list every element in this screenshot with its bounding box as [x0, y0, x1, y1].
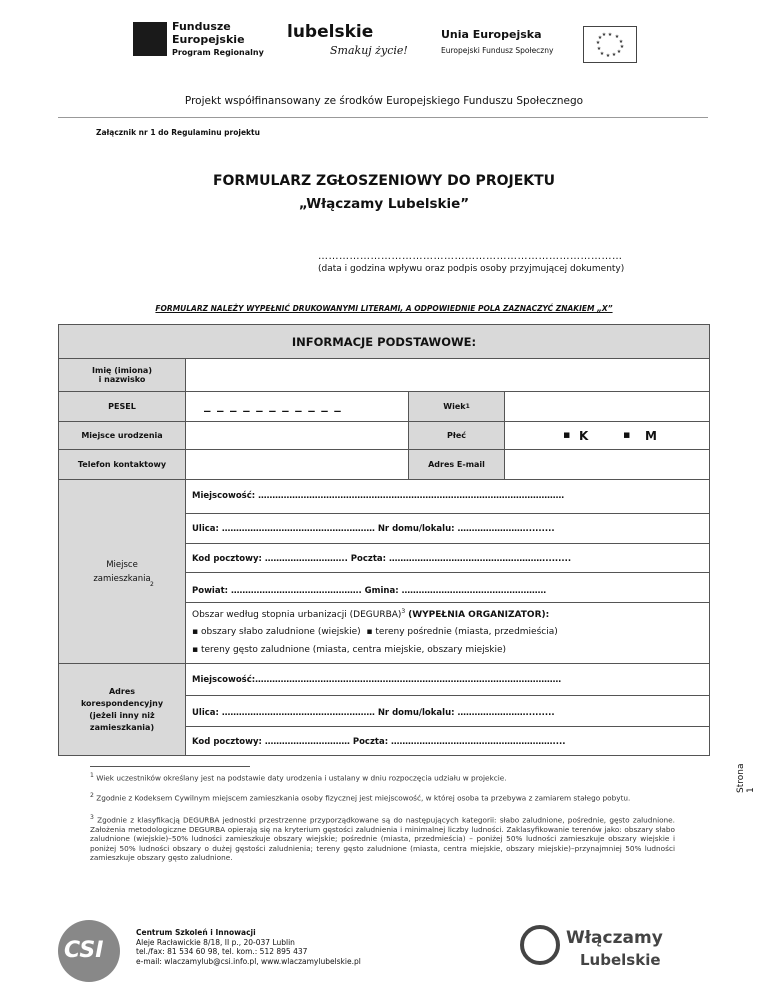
header-divider	[58, 117, 708, 118]
residence-label: Miejsce zamieszkania	[93, 559, 151, 584]
footnote-1-text: Wiek uczestników określany jest na podstawie daty urodzenia i ustalany w dniu rozpoczęcia udziału w projekcie.	[96, 773, 507, 783]
footnote-2: $^2$ Zgodnie z Kodeksem Cywilnym miejscem zamieszkania osoby fizycznej jest miejscowość, w której osoba ta przebywa z zamiarem stałego pobytu.	[90, 792, 631, 803]
footnote-1: $^1$ Wiek uczestników określany jest na podstawie daty urodzenia i ustalany w dniu rozpoczęcia udziału w projekcie.	[90, 772, 507, 783]
corr-postal-field: Kod pocztowy: ………………………… Poczta: …………………………………………………....	[192, 737, 566, 747]
csi-logo-text: CSI	[64, 938, 104, 963]
age-label-cell	[408, 391, 505, 422]
svg-text:★: ★	[605, 53, 611, 59]
sex-k-label: K	[579, 429, 589, 443]
urban-opts-line2	[192, 645, 506, 655]
corr-city-field: Miejscowość:………………………………………………………………………………………………	[192, 675, 562, 685]
footnote-divider	[90, 766, 250, 767]
sex-m-checkbox[interactable]: ▪	[623, 428, 631, 441]
corr-street-row[interactable]	[185, 695, 710, 727]
footer-phone: tel./fax: 81 534 60 98, tel. kom.: 512 895 437	[136, 947, 308, 956]
svg-text:★: ★	[601, 32, 607, 38]
fundusze-europejskie-logo	[133, 22, 167, 56]
wlaczamy-logo-line1: Włączamy	[566, 928, 663, 948]
urban-opt2: tereny pośrednie (miasta, przedmieścia)	[375, 627, 558, 637]
eu-fund-label: Europejski Fundusz Społeczny	[441, 46, 554, 55]
age-label: Wiek	[443, 402, 466, 411]
phone-label: Telefon kontaktowy	[58, 449, 186, 480]
res-county-row[interactable]	[185, 572, 710, 603]
res-postal-row[interactable]	[185, 543, 710, 573]
fe-line2: Europejskie	[172, 33, 245, 46]
svg-text:★: ★	[619, 44, 625, 50]
res-county-field: Powiat: ………………………………………. Gmina: ……………………………………………	[192, 586, 547, 596]
res-postal-field: Kod pocztowy: ……………………….. Poczta: ……………………………………………….........	[192, 554, 572, 564]
project-name: „Włączamy Lubelskie”	[298, 196, 470, 212]
svg-text:★: ★	[596, 46, 602, 52]
signature-caption: (data i godzina wpływu oraz podpis osoby przyjmującej dokumenty)	[318, 264, 625, 274]
email-label: Adres E-mail	[408, 449, 505, 480]
footer-email: e-mail: wlaczamylub@csi.info.pl, www.wlaczamylubelskie.pl	[136, 956, 361, 966]
section-title: INFORMACJE PODSTAWOWE:	[291, 334, 477, 349]
urban-title: Obszar według stopnia urbanizacji (DEGURBA)	[192, 610, 402, 620]
urban-opt1-checkbox[interactable]: ▪	[192, 627, 201, 637]
sex-label: Płeć	[408, 421, 505, 450]
res-street-field: Ulica: ……………………………………………… Nr domu/lokalu: …………………….........	[192, 524, 555, 534]
urban-opt3-checkbox[interactable]: ▪	[192, 645, 201, 655]
residence-footnote-ref: 2	[150, 581, 154, 588]
res-city-field: Miejscowość: ………………………………………………………………………………………………	[192, 491, 565, 501]
footer-org: Centrum Szkoleń i Innowacji	[136, 928, 256, 937]
eu-label: Unia Europejska	[441, 28, 542, 41]
urban-note: (WYPEŁNIA ORGANIZATOR):	[408, 610, 550, 620]
name-label: Imię (imiona) i nazwisko	[58, 358, 186, 392]
urban-opt3: tereny gęsto zaludnione (miasta, centra miejskie, obszary miejskie)	[200, 645, 507, 655]
svg-text:★: ★	[618, 39, 624, 45]
age-input[interactable]	[504, 391, 710, 422]
fe-line3: Program Regionalny	[172, 48, 264, 57]
svg-text:★: ★	[595, 40, 601, 46]
cofinancing-note: Projekt współfinansowany ze środków Europejskiego Funduszu Społecznego	[184, 95, 584, 107]
birthplace-input[interactable]	[185, 421, 409, 450]
form-title: FORMULARZ ZGŁOSZENIOWY DO PROJEKTU	[212, 173, 556, 189]
age-footnote-ref: 1	[465, 403, 470, 410]
svg-text:★: ★	[611, 52, 617, 58]
wlaczamy-logo-line2: Lubelskie	[580, 951, 661, 969]
urban-title-line	[192, 608, 549, 620]
footnote-3: $^3$ Zgodnie z klasyfikacją DEGURBA jednostki przestrzenne przyporządkowane są do następujących kategorii: słabo zaludnione, pośrednie, gęsto zaludnione. Założenia metodologiczne DEGURBA opierają się na kryterium gęstości zaludnienia i minimalnej liczby ludności. Zaklasyfikowanie terenów jako: obszary słabo zaludnione (wiejskie)–50% ludności zamieszkuje obszary wiejskie; pośrednie (miasta, przedmieścia) – poniżej 50% ludności zamieszkuje obszary wiejskie i poniżej 50% ludności obszary o dużej gęstości zaludnienia; tereny gęsto zaludnione (miasta, centra miejskie, obszary miejskie)–przynajmniej 50% ludności zamieszkuje obszary gęsto zaludnione.	[90, 814, 675, 863]
svg-text:★: ★	[599, 51, 605, 57]
corr-street-field: Ulica: ……………………………………………… Nr domu/lokalu: …………………….........	[192, 708, 555, 718]
sex-m-label: M	[645, 429, 657, 443]
section-header	[58, 324, 710, 359]
fe-line1: Fundusze	[172, 20, 231, 33]
residence-label-cell	[58, 479, 186, 664]
eu-flag-icon	[583, 26, 637, 63]
lubelskie-slogan: Smakuj życie!	[330, 44, 408, 57]
lubelskie-logo: lubelskie	[287, 22, 374, 42]
page-number: Strona 1	[736, 763, 756, 793]
birthplace-label: Miejsce urodzenia	[58, 421, 186, 450]
pesel-dashes: _ _ _ _ _ _ _ _ _ _ _	[204, 398, 342, 413]
svg-text:★: ★	[616, 49, 622, 55]
svg-text:★: ★	[607, 32, 613, 38]
corr-city-row[interactable]	[185, 663, 710, 696]
urban-opt1: obszary słabo zaludnione (wiejskie)	[200, 627, 361, 637]
svg-text:★: ★	[614, 34, 620, 40]
urbanization-row	[185, 602, 710, 664]
signature-dots: ……………………………………………………………………………	[318, 251, 623, 262]
urban-footnote-ref: 3	[401, 608, 406, 615]
sex-k-checkbox[interactable]: ▪	[563, 428, 571, 441]
pesel-input[interactable]	[185, 391, 409, 422]
urban-opt2-checkbox[interactable]: ▪	[366, 627, 376, 637]
svg-text:★: ★	[597, 35, 603, 41]
footnote-3-text: Zgodnie z klasyfikacją DEGURBA jednostki przestrzenne przyporządkowane są do następujących kategorii: słabo zaludnione, pośrednie, gęsto zaludnione. Założenia metodologiczne DEGURBA opierają się na kryterium gęstości zaludnienia i minimalnej liczby ludności. Zaklasyfikowanie terenów jako: obszary słabo zaludnione (wiejskie)–50% ludności zamieszkuje obszary wiejskie; pośrednie (miasta, przedmieścia) – poniżej 50% ludności zamieszkuje obszary wiejskie i poniżej 50% ludności obszary o dużej gęstości zaludnienia; tereny gęsto zaludnione (miasta, centra miejskie, obszary miejskie)–przynajmniej 50% ludności zamieszkuje obszary gęsto zaludnione.	[90, 815, 675, 863]
footnote-2-text: Zgodnie z Kodeksem Cywilnym miejscem zamieszkania osoby fizycznej jest miejscowość, w której osoba ta przebywa z zamiarem stałego pobytu.	[96, 793, 631, 803]
fundusze-europejskie-text	[172, 20, 264, 59]
power-icon	[520, 925, 560, 965]
urban-opts-line1	[192, 627, 558, 637]
phone-input[interactable]	[185, 449, 409, 480]
corr-label: Adres korespondencyjny (jeżeli inny niż zamieszkania)	[58, 663, 186, 756]
fill-instruction: FORMULARZ NALEŻY WYPEŁNIĆ DRUKOWANYMI LITERAMI, A ODPOWIEDNIE POLA ZAZNACZYĆ ZNAKIEM „X”	[155, 304, 613, 313]
pesel-label: PESEL	[58, 391, 186, 422]
email-input[interactable]	[504, 449, 710, 480]
sex-options	[504, 421, 710, 450]
corr-postal-row[interactable]	[185, 726, 710, 756]
res-street-row[interactable]	[185, 513, 710, 544]
name-input[interactable]	[185, 358, 710, 392]
annex-label: Załącznik nr 1 do Regulaminu projektu	[96, 128, 260, 137]
res-city-row[interactable]	[185, 479, 710, 514]
footer-contact	[136, 928, 361, 966]
footer-address: Aleje Racławickie 8/18, II p., 20-037 Lublin	[136, 937, 295, 947]
